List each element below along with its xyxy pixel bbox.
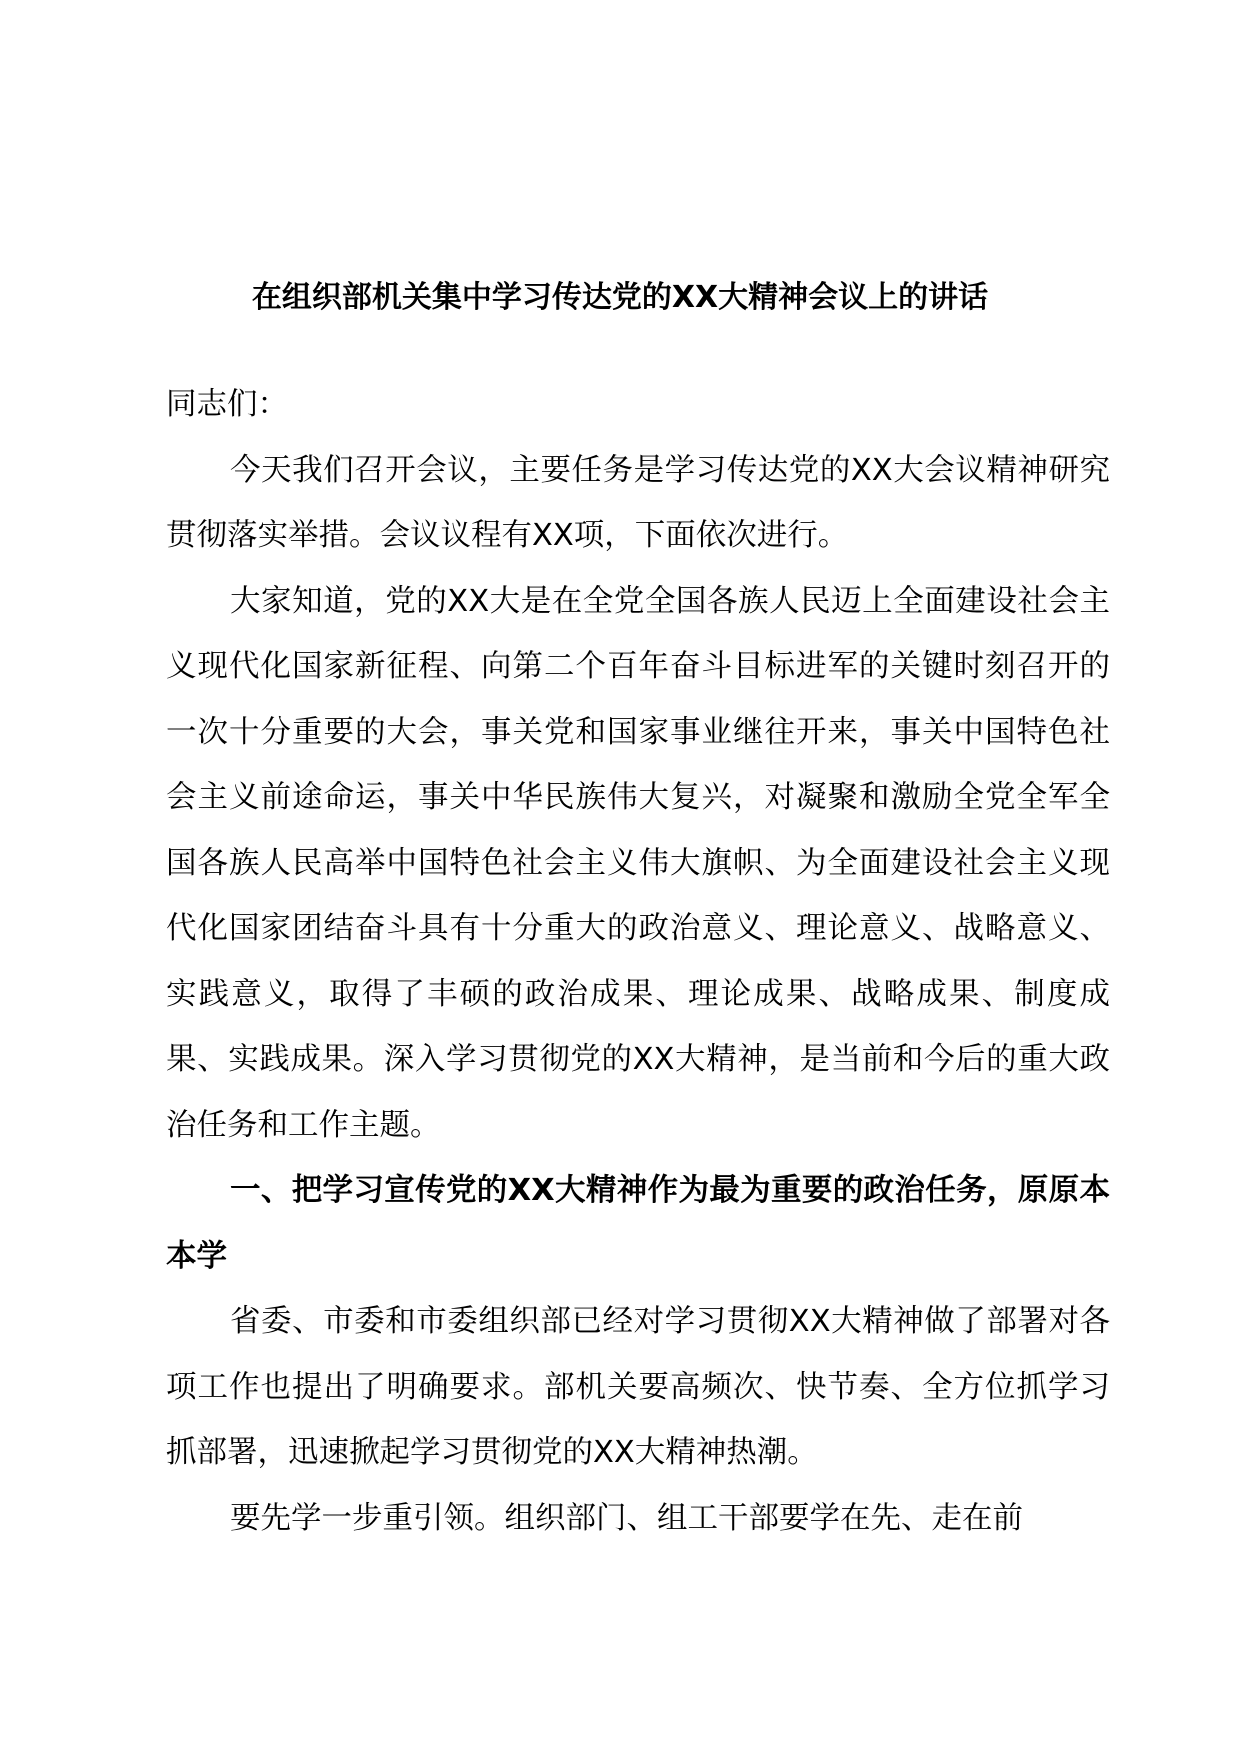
paragraph-significance: 大家知道，党的XX大是在全党全国各族人民迈上全面建设社会主义现代化国家新征程、向第二个百年奋斗目标进军的关键时刻召开的一次十分重要的大会，事关党和国家事业继往开来，事关中国特色社会主义前途命运，事关中华民族伟大复兴，对凝聚和激励全党全军全国各族人民高举中国特色社会主义伟大旗帜、为全面建设社会主义现代化国家团结奋斗具有十分重大的政治意义、理论意义、战略意义、实践意义，取得了丰硕的政治成果、理论成果、战略成果、制度成果、实践成果。深入学习贯彻党的XX大精神，是当前和今后的重大政治任务和工作主题。 (166, 583, 1110, 1143)
document-title: 在组织部机关集中学习传达党的XX大精神会议上的讲话 (251, 280, 989, 315)
document-body (166, 372, 1110, 1551)
paragraph-deployment: 省委、市委和市委组织部已经对学习贯彻XX大精神做了部署对各项工作也提出了明确要求。部机关要高频次、快节奏、全方位抓学习抓部署，迅速掀起学习贯彻党的XX大精神热潮。 (166, 1304, 1110, 1470)
paragraph-intro: 今天我们召开会议，主要任务是学习传达党的XX大会议精神研究贯彻落实举措。会议议程有XX项，下面依次进行。 (166, 452, 1110, 553)
salutation: 同志们： (166, 387, 288, 422)
paragraph-lead-study: 要先学一步重引领。组织部门、组工干部要学在先、走在前 (230, 1500, 1023, 1536)
section-heading-1: 一、把学习宣传党的XX大精神作为最为重要的政治任务，原原本本学 (166, 1173, 1110, 1274)
